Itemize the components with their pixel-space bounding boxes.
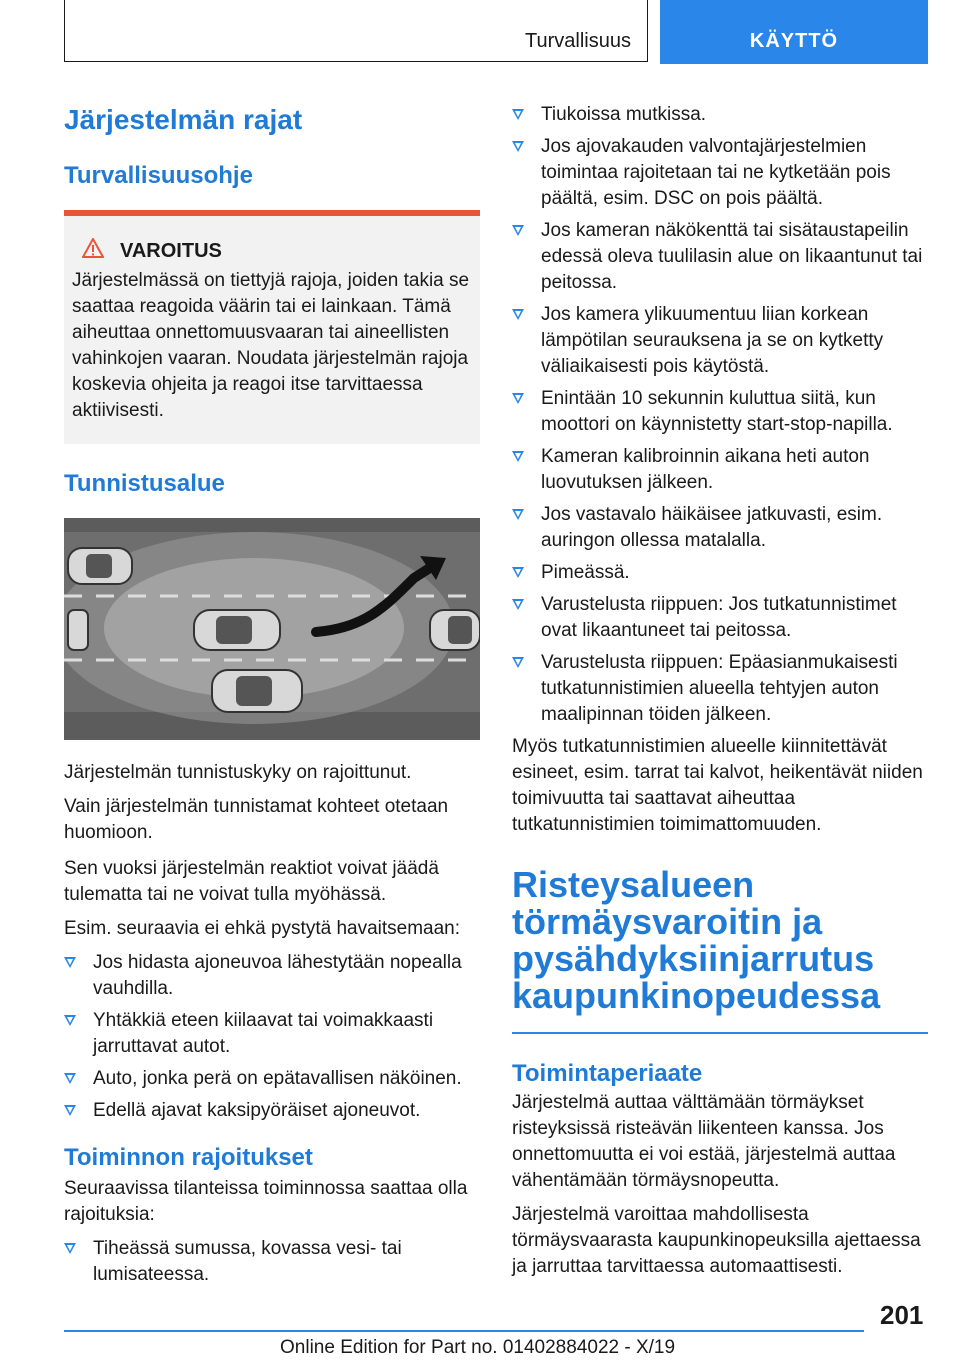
triangle-bullet-icon <box>64 1243 76 1254</box>
paragraph-radar-stickers: Myös tutkatunnistimien alueelle kiinnitettävät esineet, esim. tarrat tai kalvot, heikentävät niiden toimivuutta tai saattavat aiheuttaa tutkatunnistimien toimimattomuuden. <box>512 736 923 835</box>
triangle-bullet-icon <box>512 599 524 610</box>
safety-heading: Turvallisuusohje <box>64 162 253 189</box>
list-item: Edellä ajavat kaksipyöräiset ajoneuvot. <box>64 1098 480 1124</box>
detection-heading: Tunnistusalue <box>64 470 225 497</box>
triangle-bullet-icon <box>512 657 524 668</box>
page-header <box>64 0 928 64</box>
paragraph-capability: Järjestelmän tunnistuskyky on rajoittunut. <box>64 762 412 783</box>
triangle-bullet-icon <box>512 393 524 404</box>
list-item: Kameran kalibroinnin aikana heti auton luovutuksen jälkeen. <box>512 444 928 496</box>
footer-divider <box>64 1330 864 1332</box>
principle-paragraph-2: Järjestelmä varoittaa mahdollisesta törmäysvaarasta kaupunkinopeuksilla ajettaessa ja jarruttaa tarvittaessa automaattisesti. <box>512 1204 921 1277</box>
principle-paragraph-1: Järjestelmä auttaa välttämään törmäykset risteyksissä risteävän liikenteen kanssa. Jos onnettomuutta ei voi estää, järjestelmä auttaa vähentämään törmäysnopeutta. <box>512 1092 896 1191</box>
triangle-bullet-icon <box>512 451 524 462</box>
list-item: Varustelusta riippuen: Jos tutkatunnistimet ovat likaantuneet tai peitossa. <box>512 592 928 644</box>
limits-list <box>64 1236 480 1288</box>
list-item: Jos ajovakauden valvontajärjestelmien toimintaa rajoitetaan tai ne kytketään pois päältä, esim. DSC on pois päältä. <box>512 134 928 212</box>
header-section-title: Turvallisuus <box>525 30 631 52</box>
header-section-box <box>64 0 648 62</box>
list-item: Varustelusta riippuen: Epäasianmukaisesti tutkatunnistimien alueella tehtyjen auton maalipinnan töiden jälkeen. <box>512 650 928 728</box>
triangle-bullet-icon <box>512 567 524 578</box>
triangle-bullet-icon <box>64 1105 76 1116</box>
triangle-bullet-icon <box>64 1015 76 1026</box>
triangle-bullet-icon <box>512 509 524 520</box>
page-number: 201 <box>880 1300 924 1330</box>
principle-heading: Toimintaperiaate <box>512 1060 703 1087</box>
section-title: Järjestelmän rajat <box>64 104 303 135</box>
limits-heading: Toiminnon rajoitukset <box>64 1144 313 1171</box>
title-divider <box>512 1032 928 1034</box>
triangle-bullet-icon <box>64 957 76 968</box>
warning-box <box>64 210 480 444</box>
triangle-bullet-icon <box>512 225 524 236</box>
right-column <box>512 102 928 1280</box>
list-item: Tiukoissa mutkissa. <box>512 102 928 128</box>
paragraph-detected-objects: Vain järjestelmän tunnistamat kohteet otetaan huomioon. <box>64 796 449 843</box>
paragraph-reactions: Sen vuoksi järjestelmän reaktiot voivat jäädä tulematta tai ne voivat tulla myöhässä. <box>64 858 439 905</box>
triangle-bullet-icon <box>512 309 524 320</box>
list-item: Yhtäkkiä eteen kiilaavat tai voimakkaasti jarruttavat autot. <box>64 1008 480 1060</box>
list-item: Jos hidasta ajoneuvoa lähestytään nopealla vauhdilla. <box>64 950 480 1002</box>
warning-label: VAROITUS <box>120 239 222 262</box>
triangle-bullet-icon <box>64 1073 76 1084</box>
triangle-bullet-icon <box>512 141 524 152</box>
left-column <box>64 96 480 1294</box>
detection-area-illustration <box>64 518 480 740</box>
list-item: Auto, jonka perä on epätavallisen näköinen. <box>64 1066 480 1092</box>
header-chapter-label: KÄYTTÖ <box>749 30 839 52</box>
triangle-bullet-icon <box>512 109 524 120</box>
undetectable-list <box>64 950 480 1124</box>
list-item: Pimeässä. <box>512 560 928 586</box>
footer-edition: Online Edition for Part no. 01402884022 - X/19 <box>280 1337 676 1358</box>
list-item: Enintään 10 sekunnin kuluttua siitä, kun moottori on käynnistetty start-stop-napilla. <box>512 386 928 438</box>
limits-list-continued <box>512 102 928 728</box>
warning-triangle-icon <box>82 238 104 264</box>
car-icon <box>68 548 132 584</box>
warning-title <box>72 238 472 264</box>
list-item: Tiheässä sumussa, kovassa vesi- tai lumisateessa. <box>64 1236 480 1288</box>
limits-intro: Seuraavissa tilanteissa toiminnossa saattaa olla rajoituksia: <box>64 1178 468 1225</box>
header-chapter-tab <box>660 0 928 64</box>
list-item: Jos vastavalo häikäisee jatkuvasti, esim. auringon ollessa matalalla. <box>512 502 928 554</box>
warning-text: Järjestelmässä on tiettyjä rajoja, joiden takia se saattaa reagoida väärin tai ei lainkaan. Tämä aiheuttaa onnettomuusvaaran tai aineellisten vahinkojen vaaran. Noudata järjestelmän rajoja koskevia ohjeita ja reagoi itse tarvittaessa aktiivisesti. <box>72 270 470 421</box>
list-item: Jos kameran näkökenttä tai sisätaustapeilin edessä oleva tuulilasin alue on likaantunut tai peitossa. <box>512 218 928 296</box>
list-item: Jos kamera ylikuumentuu liian korkean lämpötilan seurauksena ja se on kytketty väliaikaisesti pois käytöstä. <box>512 302 928 380</box>
chapter-title: Risteysalueen törmäysvaroitin ja pysähdyksiinjarrutus kaupunkinopeudessa <box>512 864 881 1016</box>
paragraph-examples: Esim. seuraavia ei ehkä pystytä havaitsemaan: <box>64 918 461 939</box>
